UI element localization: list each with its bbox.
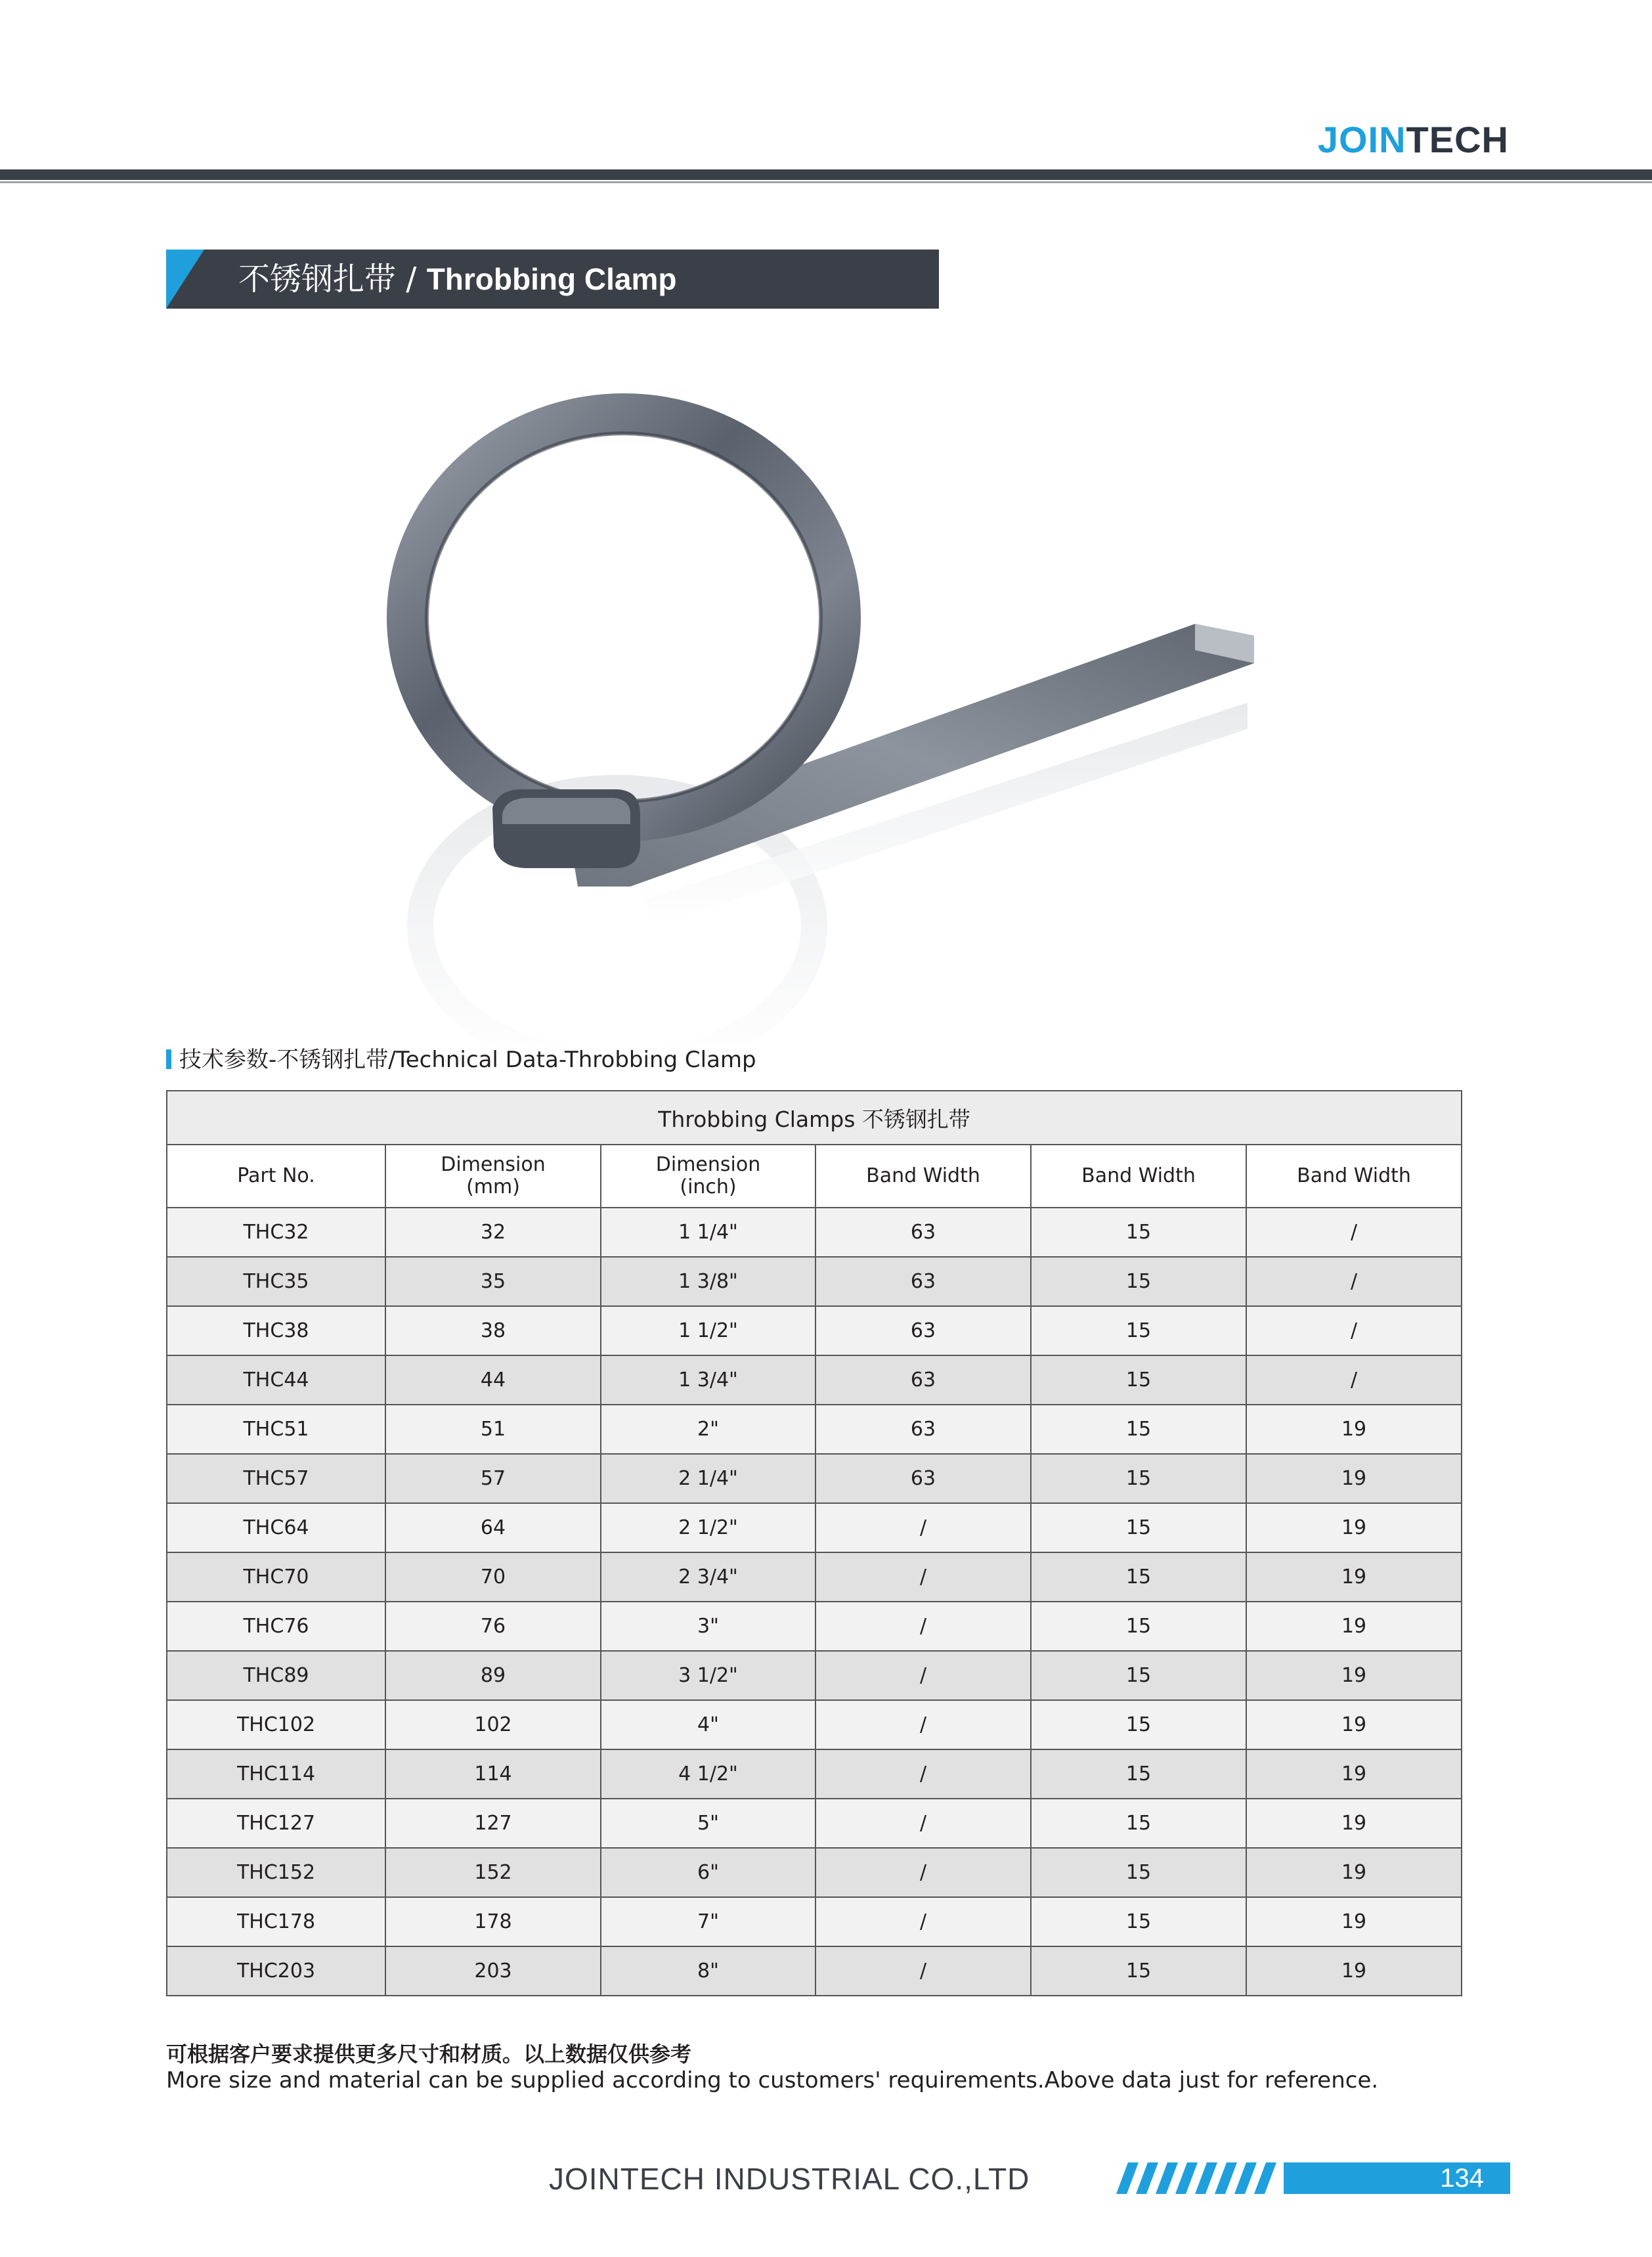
- column-header: Band Width: [1031, 1145, 1246, 1208]
- table-cell: /: [815, 1700, 1031, 1749]
- table-cell: 5": [601, 1799, 815, 1848]
- table-cell: /: [815, 1552, 1031, 1602]
- table-cell: 4": [601, 1700, 815, 1749]
- table-cell: THC35: [167, 1257, 385, 1306]
- section-heading: [166, 1045, 756, 1074]
- table-cell: THC89: [167, 1651, 385, 1700]
- table-cell: 19: [1246, 1946, 1462, 1996]
- table-row: [167, 1306, 1462, 1355]
- clamp-ring: [407, 414, 840, 821]
- table-cell: 15: [1031, 1355, 1246, 1405]
- table-cell: 19: [1246, 1700, 1462, 1749]
- table-cell: 63: [815, 1208, 1031, 1257]
- table-cell: 15: [1031, 1503, 1246, 1552]
- footnote-en: More size and material can be supplied according to customers' requirements.Above data just for reference.: [166, 2067, 1379, 2093]
- table-cell: THC64: [167, 1503, 385, 1552]
- table-cell: 64: [385, 1503, 601, 1552]
- table-cell: /: [1246, 1355, 1462, 1405]
- table-cell: 63: [815, 1257, 1031, 1306]
- table-row: [167, 1454, 1462, 1503]
- clamp-buckle-highlight: [502, 798, 630, 824]
- footnote: [166, 2041, 1378, 2093]
- table-row: [167, 1749, 1462, 1799]
- table-cell: 7": [601, 1897, 815, 1946]
- table-cell: 15: [1031, 1454, 1246, 1503]
- table-row: [167, 1651, 1462, 1700]
- table-row: [167, 1208, 1462, 1257]
- table-cell: 3": [601, 1602, 815, 1651]
- table-caption: Throbbing Clamps 不锈钢扎带: [167, 1091, 1462, 1145]
- clamp-ring-inner-edge: [427, 433, 821, 801]
- table-cell: 178: [385, 1897, 601, 1946]
- product-image: [276, 387, 1300, 1070]
- table-cell: 19: [1246, 1651, 1462, 1700]
- footer-stripes: [1103, 2162, 1284, 2194]
- table-cell: THC203: [167, 1946, 385, 1996]
- page-number: 134: [1284, 2162, 1510, 2194]
- table-cell: 2": [601, 1405, 815, 1454]
- table-cell: THC178: [167, 1897, 385, 1946]
- title-accent-wedge: [166, 250, 204, 309]
- table-row: [167, 1405, 1462, 1454]
- table-cell: /: [815, 1503, 1031, 1552]
- table-cell: /: [1246, 1306, 1462, 1355]
- column-header: Dimension (inch): [601, 1145, 815, 1208]
- section-title-bar: [166, 250, 939, 309]
- table-cell: /: [815, 1749, 1031, 1799]
- header-rule-thin: [0, 181, 1652, 183]
- table-cell: 63: [815, 1405, 1031, 1454]
- table-row: [167, 1700, 1462, 1749]
- table-cell: THC32: [167, 1208, 385, 1257]
- footer-company: JOINTECH INDUSTRIAL CO.,LTD: [549, 2162, 1030, 2196]
- table-cell: 19: [1246, 1749, 1462, 1799]
- table-cell: 4 1/2": [601, 1749, 815, 1799]
- table-row: [167, 1602, 1462, 1651]
- column-header: Band Width: [1246, 1145, 1462, 1208]
- table-row: [167, 1799, 1462, 1848]
- table-cell: THC152: [167, 1848, 385, 1897]
- page-footer: [0, 2157, 1652, 2203]
- table-cell: 6": [601, 1848, 815, 1897]
- table-cell: 57: [385, 1454, 601, 1503]
- table-cell: 15: [1031, 1651, 1246, 1700]
- table-cell: 63: [815, 1454, 1031, 1503]
- table-cell: 152: [385, 1848, 601, 1897]
- table-cell: 19: [1246, 1799, 1462, 1848]
- table-cell: 35: [385, 1257, 601, 1306]
- table-cell: 32: [385, 1208, 601, 1257]
- table-row: [167, 1848, 1462, 1897]
- table-cell: 15: [1031, 1749, 1246, 1799]
- table-cell: 15: [1031, 1700, 1246, 1749]
- section-heading-text: 技术参数-不锈钢扎带/Technical Data-Throbbing Clamp: [179, 1047, 756, 1073]
- table-cell: 19: [1246, 1503, 1462, 1552]
- table-row: [167, 1946, 1462, 1996]
- table-row: [167, 1897, 1462, 1946]
- header-rule: [0, 169, 1652, 180]
- table-cell: THC102: [167, 1700, 385, 1749]
- table-cell: 1 1/2": [601, 1306, 815, 1355]
- table-cell: 15: [1031, 1552, 1246, 1602]
- page-title: [238, 261, 676, 297]
- brand-logo: [1318, 118, 1509, 161]
- table-cell: 44: [385, 1355, 601, 1405]
- table-cell: THC51: [167, 1405, 385, 1454]
- table-cell: /: [1246, 1208, 1462, 1257]
- table-cell: 1 3/4": [601, 1355, 815, 1405]
- table-cell: 15: [1031, 1897, 1246, 1946]
- table-cell: 38: [385, 1306, 601, 1355]
- column-header: Dimension (mm): [385, 1145, 601, 1208]
- table-cell: 2 1/4": [601, 1454, 815, 1503]
- table-cell: /: [815, 1848, 1031, 1897]
- table-cell: 63: [815, 1355, 1031, 1405]
- table-cell: /: [815, 1799, 1031, 1848]
- table-cell: THC114: [167, 1749, 385, 1799]
- table-cell: 1 1/4": [601, 1208, 815, 1257]
- table-cell: 2 1/2": [601, 1503, 815, 1552]
- table-cell: /: [815, 1651, 1031, 1700]
- column-header: Part No.: [167, 1145, 385, 1208]
- table-cell: 127: [385, 1799, 601, 1848]
- table-cell: /: [815, 1897, 1031, 1946]
- table-cell: 15: [1031, 1848, 1246, 1897]
- table-cell: THC38: [167, 1306, 385, 1355]
- table-cell: THC44: [167, 1355, 385, 1405]
- table-cell: 203: [385, 1946, 601, 1996]
- page-title-cn: 不锈钢扎带 /: [238, 261, 427, 297]
- table-cell: 15: [1031, 1306, 1246, 1355]
- table-cell: THC70: [167, 1552, 385, 1602]
- footnote-cn: 可根据客户要求提供更多尺寸和材质。以上数据仅供参考: [166, 2042, 692, 2067]
- table-cell: 15: [1031, 1257, 1246, 1306]
- table-row: [167, 1257, 1462, 1306]
- table-row: [167, 1355, 1462, 1405]
- table-cell: 19: [1246, 1405, 1462, 1454]
- table-cell: 63: [815, 1306, 1031, 1355]
- table-cell: 76: [385, 1602, 601, 1651]
- table-cell: 15: [1031, 1799, 1246, 1848]
- table-cell: 102: [385, 1700, 601, 1749]
- table-cell: 15: [1031, 1208, 1246, 1257]
- table-row: [167, 1503, 1462, 1552]
- table-cell: 1 3/8": [601, 1257, 815, 1306]
- table-cell: 2 3/4": [601, 1552, 815, 1602]
- table-cell: /: [1246, 1257, 1462, 1306]
- table-cell: 8": [601, 1946, 815, 1996]
- table-cell: 51: [385, 1405, 601, 1454]
- table-cell: /: [815, 1602, 1031, 1651]
- table-cell: /: [815, 1946, 1031, 1996]
- table-cell: 70: [385, 1552, 601, 1602]
- logo-part-2: TECH: [1406, 119, 1509, 160]
- heading-marker: [166, 1049, 171, 1069]
- table-cell: THC127: [167, 1799, 385, 1848]
- table-cell: 3 1/2": [601, 1651, 815, 1700]
- page-title-en: Throbbing Clamp: [426, 262, 677, 296]
- logo-part-1: JOIN: [1317, 119, 1406, 160]
- table-cell: 15: [1031, 1946, 1246, 1996]
- table-cell: 89: [385, 1651, 601, 1700]
- table-cell: THC57: [167, 1454, 385, 1503]
- table-cell: 19: [1246, 1897, 1462, 1946]
- table-cell: 19: [1246, 1454, 1462, 1503]
- technical-data-table: [166, 1090, 1462, 1996]
- table-cell: 19: [1246, 1602, 1462, 1651]
- column-header: Band Width: [815, 1145, 1031, 1208]
- table-cell: 19: [1246, 1552, 1462, 1602]
- table-cell: 114: [385, 1749, 601, 1799]
- table-cell: THC76: [167, 1602, 385, 1651]
- table-row: [167, 1552, 1462, 1602]
- table-cell: 19: [1246, 1848, 1462, 1897]
- table-cell: 15: [1031, 1602, 1246, 1651]
- table-cell: 15: [1031, 1405, 1246, 1454]
